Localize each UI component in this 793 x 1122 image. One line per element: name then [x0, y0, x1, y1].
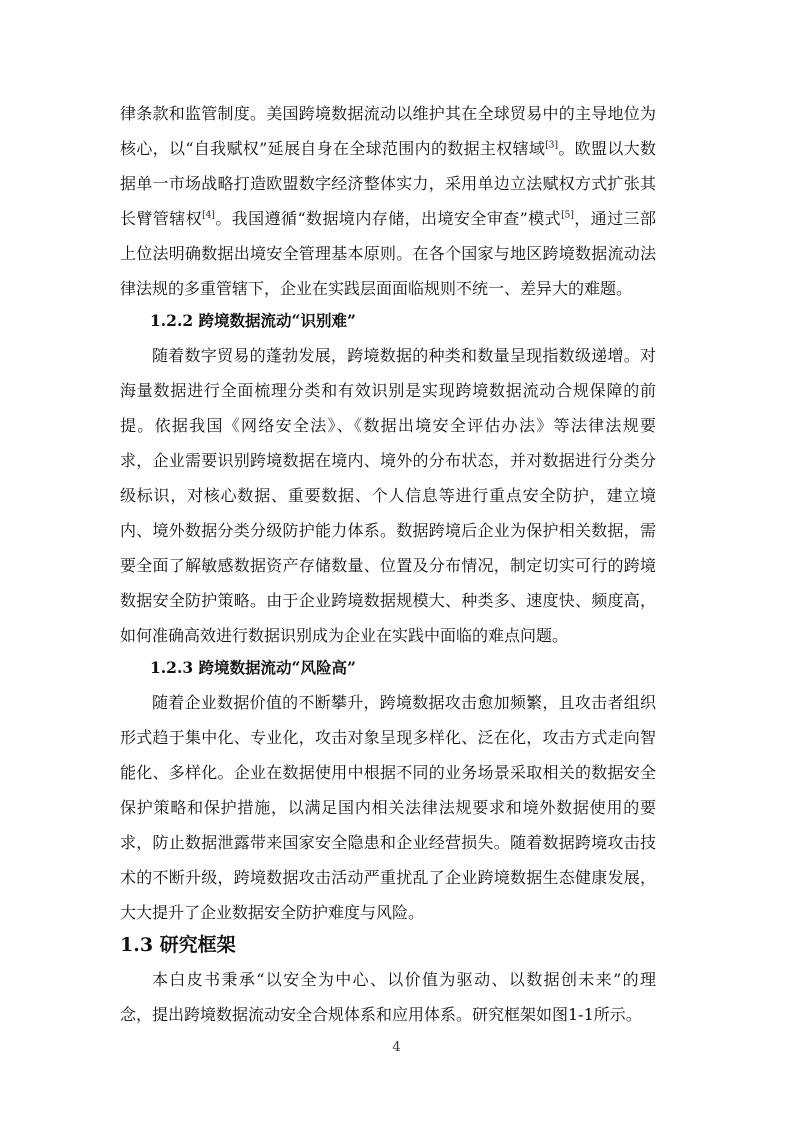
citation-ref[interactable]: [4]: [202, 210, 215, 221]
paragraph-line: 提。依据我国《网络安全法》、《数据出境安全评估办法》等法律法规要: [120, 416, 656, 435]
paragraph-line: 形式趋于集中化、专业化，攻击对象呈现多样化、泛在化，攻击方式走向智: [120, 728, 656, 747]
paragraph-line: 律法规的多重管辖下，企业在实践层面面临规则不统一、差异大的难题。: [120, 279, 633, 298]
paragraph-line: 内、境外数据分类分级防护能力体系。数据跨境后企业为保护相关数据，需: [120, 521, 656, 540]
paragraph-line: 本白皮书秉承“以安全为中心、以价值为驱动、以数据创未来”的理: [152, 970, 656, 989]
paragraph-line: 求，企业需要识别跨境数据在境内、境外的分布状态，并对数据进行分类分: [120, 451, 656, 470]
text-run: 。我国遵循“数据境内存储，出境安全审查”模式: [214, 209, 562, 228]
paragraph-line: 能化、多样化。企业在数据使用中根据不同的业务场景采取相关的数据安全: [120, 763, 656, 782]
paragraph-line: 念，提出跨境数据流动安全合规体系和应用体系。研究框架如图1-1所示。: [120, 1005, 642, 1024]
paragraph-line: 大大提升了企业数据安全防护难度与风险。: [120, 903, 425, 922]
text-run: 。欧盟以大数: [558, 139, 656, 158]
citation-ref[interactable]: [3]: [545, 140, 558, 151]
citation-ref[interactable]: [5]: [561, 210, 574, 221]
paragraph-line: 随着企业数据价值的不断攀升，跨境数据攻击愈加频繁，且攻击者组织: [152, 693, 656, 712]
page-number: 4: [392, 1040, 401, 1055]
paragraph-line: 上位法明确数据出境安全管理基本原则。在各个国家与地区跨境数据流动法: [120, 244, 656, 263]
paragraph-line: 海量数据进行全面梳理分类和有效识别是实现跨境数据流动合规保障的前: [120, 381, 656, 400]
paragraph-line: 随着数字贸易的蓬勃发展，跨境数据的种类和数量呈现指数级递增。对: [152, 346, 656, 365]
paragraph-line: 数据安全防护策略。由于企业跨境数据规模大、种类多、速度快、频度高，: [120, 591, 656, 610]
text-run: ，通过三部: [573, 209, 656, 228]
section-heading-1-2-2: 1.2.2 跨境数据流动“识别难”: [150, 311, 356, 330]
text-run: 长臂管辖权: [120, 209, 203, 228]
paragraph-line: 律条款和监管制度。美国跨境数据流动以维护其在全球贸易中的主导地位为: [120, 104, 656, 123]
section-heading-1-3: 1.3 研究框架: [120, 934, 236, 956]
paragraph-line: 求，防止数据泄露带来国家安全隐患和企业经营损失。随着数据跨境攻击技: [120, 833, 656, 852]
paragraph-line: 如何准确高效进行数据识别成为企业在实践中面临的难点问题。: [120, 626, 569, 645]
paragraph-line: 级标识，对核心数据、重要数据、个人信息等进行重点安全防护，建立境: [120, 486, 656, 505]
paragraph-line: [120, 209, 656, 229]
paragraph-line: 要全面了解敏感数据资产存储数量、位置及分布情况，制定切实可行的跨境: [120, 556, 656, 575]
paragraph-line: 术的不断升级，跨境数据攻击活动严重扰乱了企业跨境数据生态健康发展，: [120, 868, 656, 887]
text-run: 核心，以“自我赋权”延展自身在全球范围内的数据主权辖域: [120, 139, 546, 158]
paragraph-line: 保护策略和保护措施，以满足国内相关法律法规要求和境外数据使用的要: [120, 798, 656, 817]
paragraph-line: [120, 139, 656, 159]
section-heading-1-2-3: 1.2.3 跨境数据流动“风险高”: [150, 658, 356, 677]
paragraph-line: 据单一市场战略打造欧盟数字经济整体实力，采用单边立法赋权方式扩张其: [120, 174, 656, 193]
